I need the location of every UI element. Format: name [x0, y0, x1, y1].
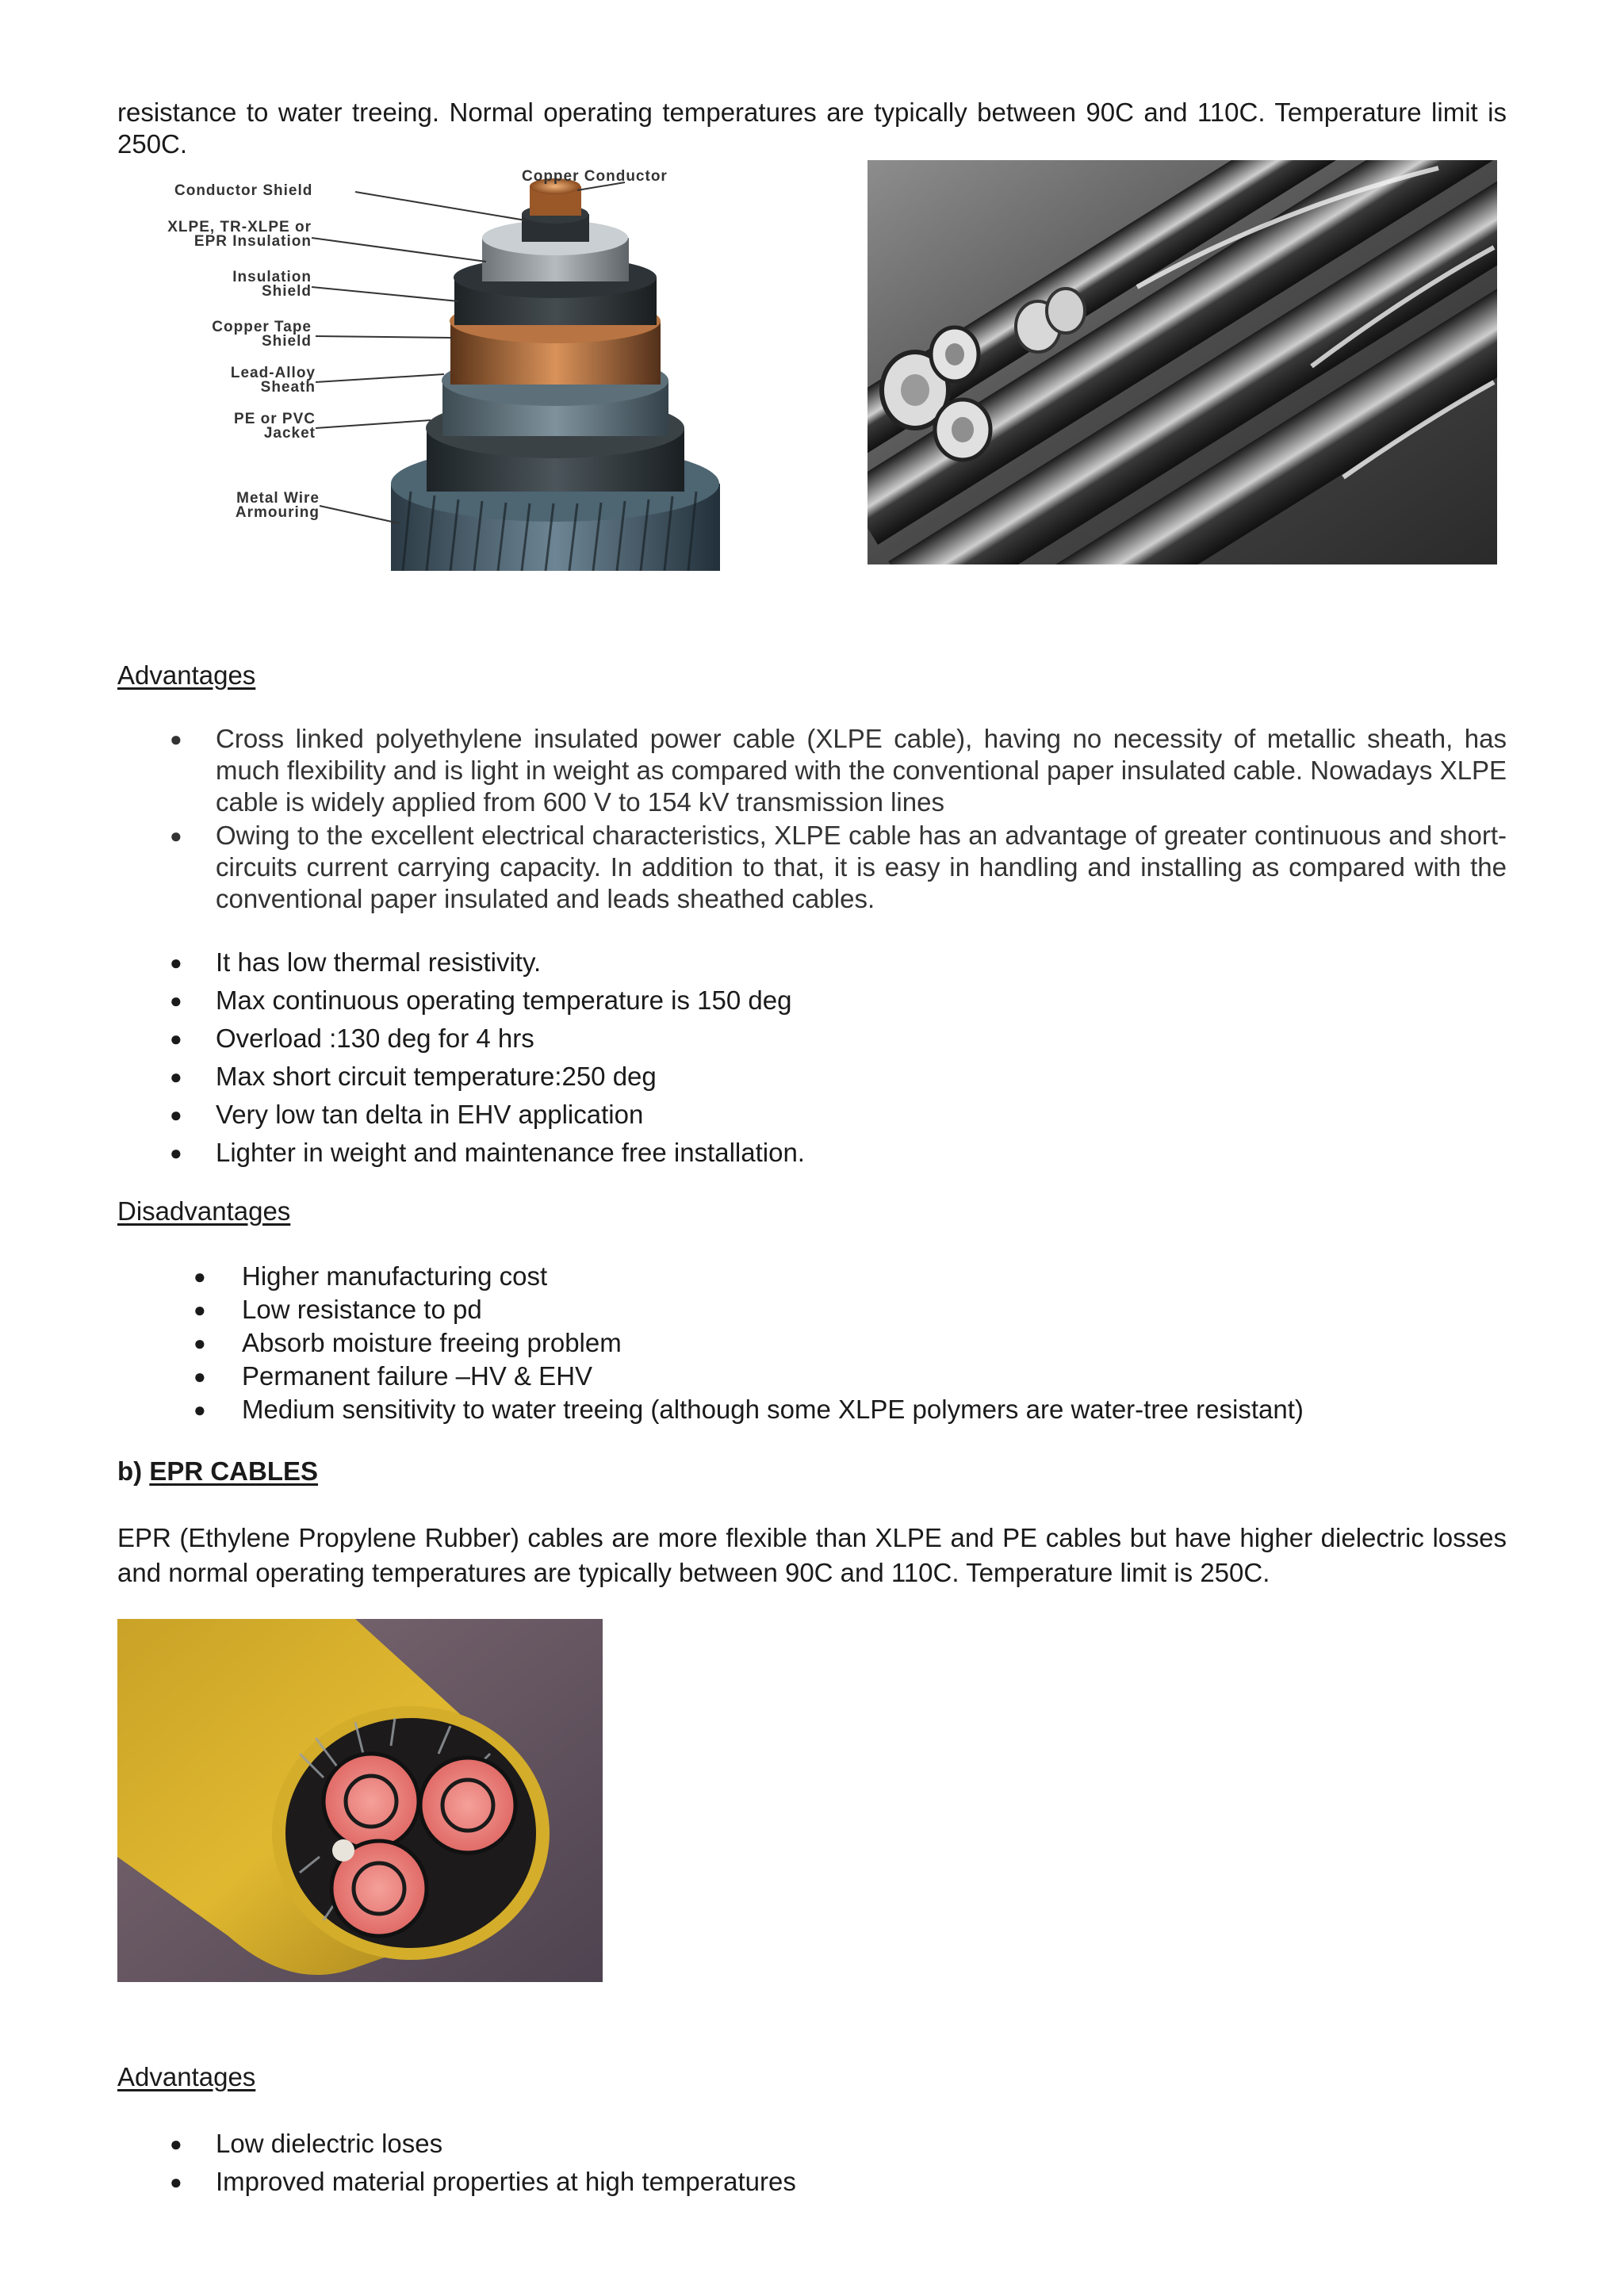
label-lead-alloy-1: Lead-Alloy	[230, 365, 316, 381]
label-insulation-shield-2: Shield	[261, 283, 312, 300]
bullet-icon: ●	[170, 727, 182, 751]
label-lead-alloy-2: Sheath	[260, 379, 316, 396]
bullet-icon: ●	[193, 1298, 206, 1322]
list-item	[117, 820, 1507, 915]
bullet-icon: ●	[193, 1265, 206, 1288]
epr-advantages-heading: Advantages	[117, 2062, 256, 2091]
epr-paragraph: EPR (Ethylene Propylene Rubber) cables are more flexible than XLPE and PE cables but have higher dielectric losses and normal operating temperatures are typically between 90C and 110C. Temperature limit is 250C.	[117, 1523, 1507, 1587]
bullet-icon: ●	[170, 2132, 182, 2156]
list-item	[117, 947, 1507, 985]
bullet-icon: ●	[193, 1398, 206, 1422]
list-item-text: Improved material properties at high temperatures	[216, 2167, 796, 2196]
list-item-text: Overload :130 deg for 4 hrs	[216, 1024, 534, 1053]
list-item	[117, 1294, 1507, 1327]
bullet-icon: ●	[170, 1141, 182, 1165]
xlpe-advantages-list-1	[117, 723, 1507, 915]
label-insulation-2: EPR Insulation	[193, 233, 312, 250]
list-item	[117, 1360, 1507, 1394]
xlpe-advantages-list-2	[117, 947, 1507, 1175]
label-copper-tape-2: Shield	[261, 333, 312, 350]
cable-photo-grayscale	[868, 160, 1497, 564]
list-item	[117, 2128, 1507, 2166]
list-item	[117, 2166, 1507, 2204]
intro-paragraph: resistance to water treeing. Normal operating temperatures are typically between 90C and 110C. Temperature limit is 250C.	[117, 98, 1507, 159]
list-item	[117, 985, 1507, 1023]
label-conductor-shield: Conductor Shield	[174, 182, 313, 199]
list-item-text: Medium sensitivity to water treeing (although some XLPE polymers are water-tree resistant)	[242, 1395, 1304, 1424]
list-item-text: It has low thermal resistivity.	[216, 947, 542, 977]
label-jacket-2: Jacket	[263, 425, 316, 442]
bullet-icon: ●	[170, 824, 182, 848]
list-item	[117, 1023, 1507, 1061]
label-insulation-1: XLPE, TR-XLPE or	[167, 219, 312, 235]
list-item-text: Cross linked polyethylene insulated power cable (XLPE cable), having no necessity of metallic sheath, has much flexibility and is light in weight as compared with the conventional paper insulated cable. Nowadays XLPE cable is widely applied from 600 V to 154 kV transmission lines	[216, 724, 1507, 817]
label-armour-1: Metal Wire	[236, 490, 320, 507]
list-item	[117, 1261, 1507, 1294]
bullet-icon: ●	[193, 1364, 206, 1388]
list-item-text: Lighter in weight and maintenance free installation.	[216, 1138, 805, 1167]
list-item-text: Low resistance to pd	[242, 1295, 482, 1324]
epr-heading-prefix: b)	[117, 1456, 150, 1486]
epr-heading-title: EPR CABLES	[149, 1456, 319, 1486]
list-item-text: Low dielectric loses	[216, 2129, 443, 2158]
list-item-text: Very low tan delta in EHV application	[216, 1100, 644, 1129]
label-copper-conductor: Copper Conductor	[522, 168, 668, 185]
list-item	[117, 1099, 1507, 1137]
list-item-text: Max short circuit temperature:250 deg	[216, 1062, 657, 1091]
list-item-text: Absorb moisture freeing problem	[242, 1328, 622, 1357]
bullet-icon: ●	[170, 2170, 182, 2194]
xlpe-disadvantages-list	[117, 1261, 1507, 1427]
list-item-text: Permanent failure –HV & EHV	[242, 1361, 593, 1391]
epr-section-heading	[117, 1456, 318, 1487]
bullet-icon: ●	[170, 1027, 182, 1050]
list-item-text: Max continuous operating temperature is 150 deg	[216, 985, 792, 1015]
xlpe-advantages-heading: Advantages	[117, 660, 256, 690]
bullet-icon: ●	[170, 951, 182, 974]
label-insulation-shield-1: Insulation	[232, 269, 312, 285]
epr-cable-photo	[117, 1619, 603, 1982]
bullet-icon: ●	[170, 989, 182, 1012]
bullet-icon: ●	[193, 1331, 206, 1355]
epr-advantages-list	[117, 2128, 1507, 2204]
list-item	[117, 723, 1507, 818]
label-copper-tape-1: Copper Tape	[212, 319, 312, 335]
list-item-text: Owing to the excellent electrical characteristics, XLPE cable has an advantage of greater continuous and short-circuits current carrying capacity. In addition to that, it is easy in handling and installing as compared with the conventional paper insulated and leads sheathed cables.	[216, 821, 1507, 913]
list-item-text: Higher manufacturing cost	[242, 1261, 548, 1291]
label-jacket-1: PE or PVC	[234, 411, 316, 427]
xlpe-disadvantages-heading: Disadvantages	[117, 1196, 291, 1226]
bullet-icon: ●	[170, 1065, 182, 1089]
list-item	[117, 1137, 1507, 1175]
list-item	[117, 1061, 1507, 1099]
label-armour-2: Armouring	[235, 504, 320, 521]
list-item	[117, 1394, 1507, 1427]
list-item	[117, 1327, 1507, 1360]
cable-layers-diagram	[117, 159, 768, 571]
bullet-icon: ●	[170, 1103, 182, 1127]
